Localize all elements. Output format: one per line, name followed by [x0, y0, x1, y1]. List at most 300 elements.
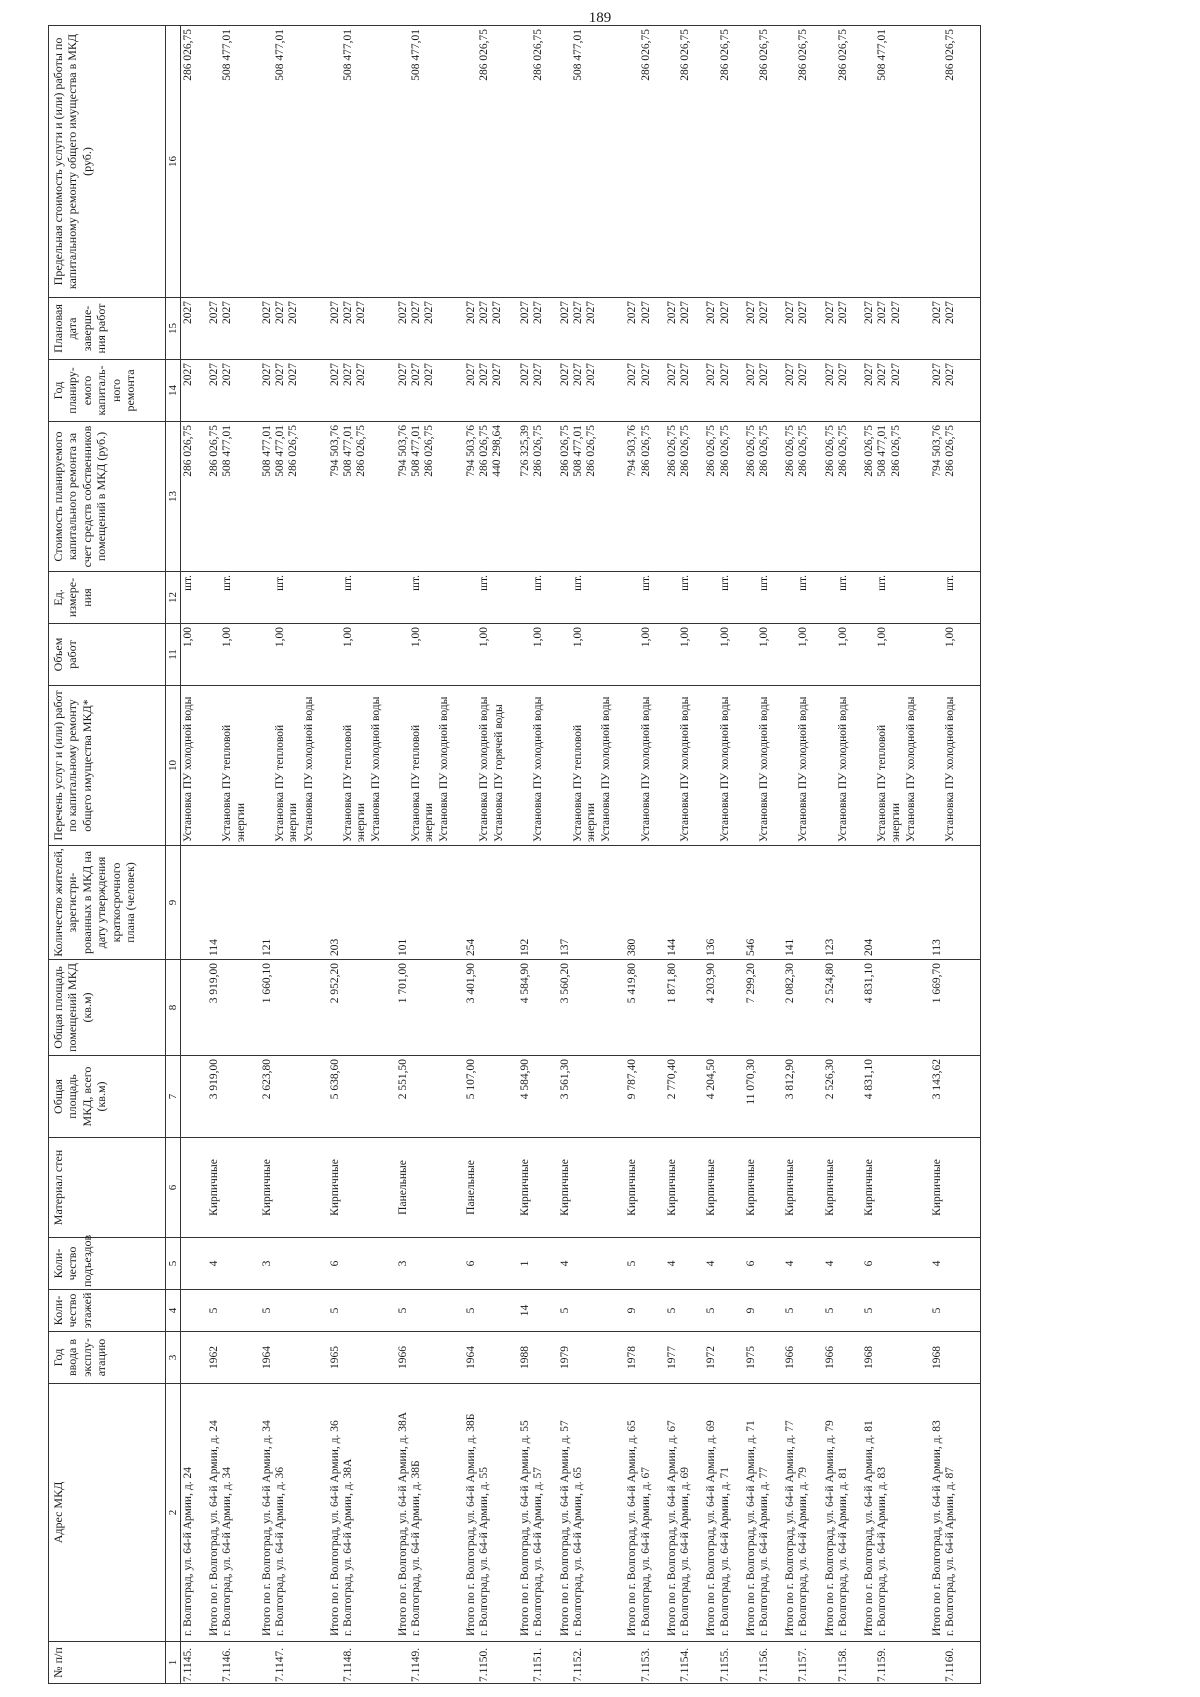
premises-area — [509, 960, 548, 1056]
cost-value: 286 026,75 — [797, 425, 810, 477]
wall-material-value: Кирпичные — [784, 1159, 797, 1216]
limit-cost — [181, 26, 199, 298]
limit-cost-value: 508 477,01 — [409, 29, 422, 81]
entrances — [509, 1238, 548, 1290]
premises-area-value: 4 203,90 — [705, 963, 718, 1004]
cost-value: 508 477,01 — [409, 425, 422, 477]
entrances-value: 5 — [626, 1260, 639, 1267]
premises-area — [387, 960, 455, 1056]
limit-cost-value: 286 026,75 — [182, 29, 194, 81]
address-line: г. Волгоград, ул. 64-й Армии, д. 38Б — [409, 1460, 422, 1636]
entrances — [695, 1238, 734, 1290]
entrances — [455, 1238, 510, 1290]
unit — [616, 572, 655, 624]
row-number-text: 7.1147. — [274, 1647, 287, 1682]
total-area — [774, 1056, 813, 1138]
build-year — [319, 1332, 387, 1384]
residents-value: 113 — [930, 939, 943, 956]
row-number — [181, 1642, 199, 1684]
work-item: Установка ПУ холодной воды — [836, 696, 849, 842]
repair-year-stack — [455, 360, 510, 422]
total-area — [455, 1056, 510, 1138]
floors — [181, 1290, 199, 1332]
unit-value: шт. — [639, 575, 652, 591]
repair-year-stack — [616, 360, 655, 422]
wall-material — [814, 1138, 853, 1238]
column-number-row — [166, 26, 181, 1684]
floors-value: 5 — [823, 1307, 836, 1314]
volume — [181, 624, 199, 686]
premises-area — [656, 960, 695, 1056]
year-value: 2027 — [665, 301, 678, 324]
cost-stack — [774, 422, 813, 572]
year-value: 2027 — [477, 301, 490, 324]
volume-value: 1,00 — [944, 627, 957, 648]
repair-year-stack — [251, 360, 319, 422]
address-cell — [387, 1384, 455, 1642]
year-value: 2027 — [221, 363, 234, 386]
column-header-12: Ед. измере-ния — [49, 572, 166, 624]
year-value: 2027 — [679, 301, 692, 324]
work-item: Установка ПУ холодной воды — [532, 696, 545, 842]
volume — [319, 624, 387, 686]
address-cell — [198, 1384, 251, 1642]
unit-value: шт. — [758, 575, 770, 591]
limit-cost — [455, 26, 510, 298]
year-value: 2027 — [626, 363, 639, 386]
header-row — [49, 26, 166, 1684]
year-value: 2027 — [797, 301, 810, 324]
floors-value: 9 — [626, 1307, 639, 1314]
works-list — [509, 686, 548, 846]
cost-stack — [656, 422, 695, 572]
floors-value: 14 — [519, 1304, 532, 1317]
row-number-text: 7.1148. — [341, 1647, 354, 1682]
empty-cell — [960, 298, 981, 360]
work-item: Установка ПУ холодной воды — [302, 696, 315, 842]
unit-value: шт. — [274, 575, 287, 591]
work-item: Установка ПУ тепловой энергии — [571, 724, 598, 842]
address-cell — [656, 1384, 695, 1642]
year-value: 2027 — [341, 301, 354, 324]
residents-value: 144 — [665, 938, 678, 956]
works-list — [181, 686, 199, 846]
row-number-text: 7.1158. — [836, 1647, 849, 1682]
column-number-11: 11 — [166, 624, 181, 686]
table-row — [509, 26, 548, 1684]
row-number-text: 7.1151. — [532, 1647, 545, 1682]
works-list — [251, 686, 319, 846]
cost-value: 726 325,39 — [519, 425, 532, 477]
work-item: Установка ПУ тепловой энергии — [274, 724, 300, 842]
wall-material-value: Кирпичные — [863, 1159, 876, 1216]
year-value: 2027 — [409, 363, 422, 386]
column-header-9: Количество жителей, зарегистри-рованных в МКД на дату утверждения краткосрочного плана (человек) — [49, 846, 166, 960]
year-value: 2027 — [823, 301, 836, 324]
wall-material — [181, 1138, 199, 1238]
total-area — [814, 1056, 853, 1138]
column-number-12: 12 — [166, 572, 181, 624]
year-value: 2027 — [532, 363, 545, 386]
year-value: 2027 — [876, 363, 889, 386]
volume — [387, 624, 455, 686]
entrances-value: 4 — [208, 1260, 221, 1267]
works-list — [616, 686, 655, 846]
floors — [455, 1290, 510, 1332]
premises-area — [853, 960, 921, 1056]
build-year — [509, 1332, 548, 1384]
empty-cell — [960, 960, 981, 1056]
floors — [774, 1290, 813, 1332]
address-line: г. Волгоград, ул. 64-й Армии, д. 67 — [639, 1467, 652, 1636]
works-list — [853, 686, 921, 846]
itogo-line: Итого по г. Волгоград, ул. 64-й Армии, д. 67 — [665, 1420, 678, 1636]
itogo-line: Итого по г. Волгоград, ул. 64-й Армии, д. 69 — [705, 1420, 718, 1636]
year-value: 2027 — [287, 363, 300, 386]
cost-value: 286 026,75 — [758, 425, 770, 477]
cost-value: 794 503,76 — [626, 425, 639, 477]
repair-year-stack — [656, 360, 695, 422]
unit-value: шт. — [836, 575, 849, 591]
floors-value: 5 — [464, 1307, 477, 1314]
floors-value: 5 — [260, 1307, 273, 1314]
unit-value: шт. — [797, 575, 810, 591]
empty-cell — [960, 1290, 981, 1332]
year-value: 2027 — [744, 301, 757, 324]
floors-value: 5 — [396, 1307, 409, 1314]
address-line: г. Волгоград, ул. 64-й Армии, д. 79 — [797, 1467, 810, 1636]
total-area-value: 2 551,50 — [396, 1059, 409, 1100]
build-year — [549, 1332, 617, 1384]
premises-area — [198, 960, 251, 1056]
total-area-value: 2 623,80 — [260, 1059, 273, 1100]
work-item: Установка ПУ холодной воды — [477, 696, 490, 842]
residents-value: 137 — [558, 938, 571, 956]
works-list — [774, 686, 813, 846]
floors-value: 5 — [863, 1307, 876, 1314]
completion-year-stack — [695, 298, 734, 360]
row-number-text: 7.1145. — [182, 1647, 194, 1682]
column-number-14: 14 — [166, 360, 181, 422]
cost-stack — [181, 422, 199, 572]
volume-value: 1,00 — [758, 627, 770, 648]
total-area-value: 2 526,30 — [823, 1059, 836, 1100]
unit-value: шт. — [571, 575, 584, 591]
year-value: 2027 — [490, 363, 503, 386]
limit-cost-value: 508 477,01 — [221, 29, 234, 81]
entrances — [616, 1238, 655, 1290]
build-year-value: 1979 — [558, 1346, 571, 1369]
limit-cost-value: 508 477,01 — [571, 29, 584, 81]
floors — [921, 1290, 960, 1332]
entrances — [853, 1238, 921, 1290]
wall-material-value: Кирпичные — [208, 1159, 221, 1216]
work-item: Установка ПУ холодной воды — [718, 696, 731, 842]
volume — [853, 624, 921, 686]
year-value: 2027 — [718, 363, 731, 386]
address-cell — [853, 1384, 921, 1642]
residents-value: 114 — [208, 939, 221, 956]
floors — [319, 1290, 387, 1332]
cost-value: 286 026,75 — [784, 425, 797, 477]
row-number-text: 7.1149. — [409, 1647, 422, 1682]
column-header-1: № п/п — [49, 1642, 166, 1684]
table-row — [549, 26, 617, 1684]
limit-cost — [853, 26, 921, 298]
repair-year-stack — [198, 360, 251, 422]
build-year — [455, 1332, 510, 1384]
cost-stack — [198, 422, 251, 572]
floors — [656, 1290, 695, 1332]
year-value: 2027 — [221, 301, 234, 324]
year-value: 2027 — [823, 363, 836, 386]
entrances — [921, 1238, 960, 1290]
row-number-text: 7.1160. — [944, 1647, 957, 1682]
total-area — [198, 1056, 251, 1138]
limit-cost-value: 286 026,75 — [797, 29, 810, 81]
cost-value: 286 026,75 — [823, 425, 836, 477]
total-area-value: 11 070,30 — [744, 1059, 757, 1105]
address-line: г. Волгоград, ул. 64-й Армии, д. 38А — [341, 1458, 354, 1636]
premises-area — [319, 960, 387, 1056]
column-header-7: Общая площадь МКД, всего (кв.м) — [49, 1056, 166, 1138]
volume-value: 1,00 — [679, 627, 692, 648]
entrances-value: 6 — [744, 1260, 757, 1267]
column-number-5: 5 — [166, 1238, 181, 1290]
completion-year-stack — [735, 298, 774, 360]
year-value: 2027 — [718, 301, 731, 324]
unit — [853, 572, 921, 624]
address-line: г. Волгоград, ул. 64-й Армии, д. 57 — [532, 1467, 545, 1636]
unit-value: шт. — [182, 575, 194, 591]
column-number-10: 10 — [166, 686, 181, 846]
rotated-table-frame — [48, 26, 1152, 1684]
cost-value: 508 477,01 — [274, 425, 287, 477]
total-area — [735, 1056, 774, 1138]
cost-value: 286 026,75 — [639, 425, 652, 477]
column-header-10: Перечень услуг и (или) работ по капитальному ремонту общего имущества МКД* — [49, 686, 166, 846]
volume-value: 1,00 — [532, 627, 545, 648]
volume-value: 1,00 — [182, 627, 194, 648]
unit — [455, 572, 510, 624]
limit-cost-value: 286 026,75 — [679, 29, 692, 81]
limit-cost-value: 286 026,75 — [532, 29, 545, 81]
entrances-value: 4 — [930, 1260, 943, 1267]
floors-value: 9 — [744, 1307, 757, 1314]
entrances-value: 6 — [464, 1260, 477, 1267]
year-value: 2027 — [396, 363, 409, 386]
wall-material — [774, 1138, 813, 1238]
limit-cost — [921, 26, 960, 298]
address-cell — [251, 1384, 319, 1642]
table-row — [616, 26, 655, 1684]
entrances — [387, 1238, 455, 1290]
year-value: 2027 — [585, 363, 598, 386]
year-value: 2027 — [341, 363, 354, 386]
column-header-5: Коли-чество подъездов — [49, 1238, 166, 1290]
year-value: 2027 — [784, 301, 797, 324]
address-line: г. Волгоград, ул. 64-й Армии, д. 34 — [221, 1467, 234, 1636]
build-year-value: 1966 — [823, 1346, 836, 1369]
limit-cost — [549, 26, 617, 298]
total-area-value: 5 638,60 — [328, 1059, 341, 1100]
works-list — [387, 686, 455, 846]
cost-stack — [387, 422, 455, 572]
column-header-16: Предельная стоимость услуги и (или) работы по капитальному ремонту общего имущества в МКД (руб.) — [49, 26, 166, 298]
residents-value: 123 — [823, 938, 836, 956]
volume — [455, 624, 510, 686]
wall-material-value: Кирпичные — [626, 1159, 639, 1216]
year-value: 2027 — [558, 363, 571, 386]
build-year-value: 1975 — [744, 1346, 757, 1369]
column-header-13: Стоимость планируемого капитального ремонта за счет средств собственников помещений в МКД (руб.) — [49, 422, 166, 572]
residents-value: 546 — [744, 938, 757, 956]
row-number — [387, 1642, 455, 1684]
address-cell — [735, 1384, 774, 1642]
empty-cell — [960, 1138, 981, 1238]
wall-material-value: Панельные — [464, 1160, 477, 1215]
work-item: Установка ПУ холодной воды — [944, 696, 957, 842]
address-cell — [509, 1384, 548, 1642]
cost-value: 286 026,75 — [889, 425, 902, 477]
column-header-4: Коли-чество этажей — [49, 1290, 166, 1332]
works-list — [695, 686, 734, 846]
residents-value: 121 — [260, 938, 273, 956]
work-item: Установка ПУ тепловой энергии — [876, 724, 902, 842]
year-value: 2027 — [519, 301, 532, 324]
year-value: 2027 — [260, 363, 273, 386]
work-item: Установка ПУ холодной воды — [758, 696, 770, 842]
total-area — [549, 1056, 617, 1138]
build-year-value: 1977 — [665, 1346, 678, 1369]
premises-area-value: 4 831,10 — [863, 963, 876, 1004]
cost-value: 286 026,75 — [355, 425, 368, 477]
build-year — [695, 1332, 734, 1384]
residents-value: 192 — [519, 938, 532, 956]
year-value: 2027 — [208, 301, 221, 324]
table-row — [181, 26, 199, 1684]
row-number-text: 7.1154. — [679, 1647, 692, 1682]
repair-year-stack — [695, 360, 734, 422]
cost-value: 286 026,75 — [423, 425, 436, 477]
residents-value: 141 — [784, 938, 797, 956]
cost-value: 286 026,75 — [558, 425, 571, 477]
residents — [455, 846, 510, 960]
completion-year-stack — [814, 298, 853, 360]
volume-value: 1,00 — [409, 627, 422, 648]
cost-stack — [549, 422, 617, 572]
year-value: 2027 — [705, 301, 718, 324]
residents — [549, 846, 617, 960]
works-list — [319, 686, 387, 846]
work-item: Установка ПУ горячей воды — [492, 704, 505, 842]
row-number-text: 7.1157. — [797, 1647, 810, 1682]
total-area-value: 4 204,50 — [705, 1059, 718, 1100]
column-number-2: 2 — [166, 1384, 181, 1642]
cost-stack — [853, 422, 921, 572]
empty-cell — [960, 1238, 981, 1290]
cost-value: 286 026,75 — [679, 425, 692, 477]
premises-area-value: 3 919,00 — [208, 963, 221, 1004]
limit-cost — [656, 26, 695, 298]
work-item: Установка ПУ тепловой энергии — [409, 724, 436, 842]
residents-value: 136 — [705, 938, 718, 956]
year-value: 2027 — [571, 301, 584, 324]
residents — [656, 846, 695, 960]
address-cell — [774, 1384, 813, 1642]
cost-value: 508 477,01 — [571, 425, 584, 477]
residents — [921, 846, 960, 960]
unit — [319, 572, 387, 624]
cost-value: 508 477,01 — [260, 425, 273, 477]
wall-material — [921, 1138, 960, 1238]
residents — [387, 846, 455, 960]
completion-year-stack — [251, 298, 319, 360]
table-row — [656, 26, 695, 1684]
repair-year-stack — [774, 360, 813, 422]
year-value: 2027 — [930, 301, 943, 324]
volume-value: 1,00 — [221, 627, 234, 648]
completion-year-stack — [509, 298, 548, 360]
premises-area-value: 1 871,80 — [665, 963, 678, 1004]
empty-cell — [960, 1642, 981, 1684]
completion-year-stack — [656, 298, 695, 360]
itogo-line: Итого по г. Волгоград, ул. 64-й Армии, д. 36 — [328, 1420, 341, 1636]
table-row — [921, 26, 960, 1684]
cost-stack — [251, 422, 319, 572]
row-number — [455, 1642, 510, 1684]
premises-area-value: 1 669,70 — [930, 963, 943, 1004]
year-value: 2027 — [260, 301, 273, 324]
premises-area — [251, 960, 319, 1056]
address-line: г. Волгоград, ул. 64-й Армии, д. 65 — [571, 1467, 584, 1636]
premises-area — [735, 960, 774, 1056]
residents — [198, 846, 251, 960]
cost-value: 286 026,75 — [477, 425, 490, 477]
repair-year-stack — [921, 360, 960, 422]
entrances-value: 3 — [396, 1260, 409, 1267]
year-value: 2027 — [626, 301, 639, 324]
empty-cell — [960, 1332, 981, 1384]
works-list — [735, 686, 774, 846]
total-area-value: 4 831,10 — [863, 1059, 876, 1100]
cost-stack — [921, 422, 960, 572]
residents-value: 254 — [464, 938, 477, 956]
residents — [251, 846, 319, 960]
year-value: 2027 — [797, 363, 810, 386]
residents — [319, 846, 387, 960]
year-value: 2027 — [490, 301, 503, 324]
entrances-value: 3 — [260, 1260, 273, 1267]
year-value: 2027 — [944, 301, 957, 324]
build-year-value: 1978 — [626, 1346, 639, 1369]
premises-area — [549, 960, 617, 1056]
entrances-value: 4 — [784, 1260, 797, 1267]
table-row — [735, 26, 774, 1684]
cost-value: 286 026,75 — [863, 425, 876, 477]
residents — [735, 846, 774, 960]
floors-value: 5 — [930, 1307, 943, 1314]
premises-area-value: 3 401,90 — [464, 963, 477, 1004]
year-value: 2027 — [876, 301, 889, 324]
build-year — [181, 1332, 199, 1384]
entrances — [198, 1238, 251, 1290]
residents — [853, 846, 921, 960]
volume-value: 1,00 — [341, 627, 354, 648]
itogo-line: Итого по г. Волгоград, ул. 64-й Армии, д. 81 — [863, 1420, 876, 1636]
unit — [181, 572, 199, 624]
work-item: Установка ПУ холодной воды — [639, 696, 652, 842]
